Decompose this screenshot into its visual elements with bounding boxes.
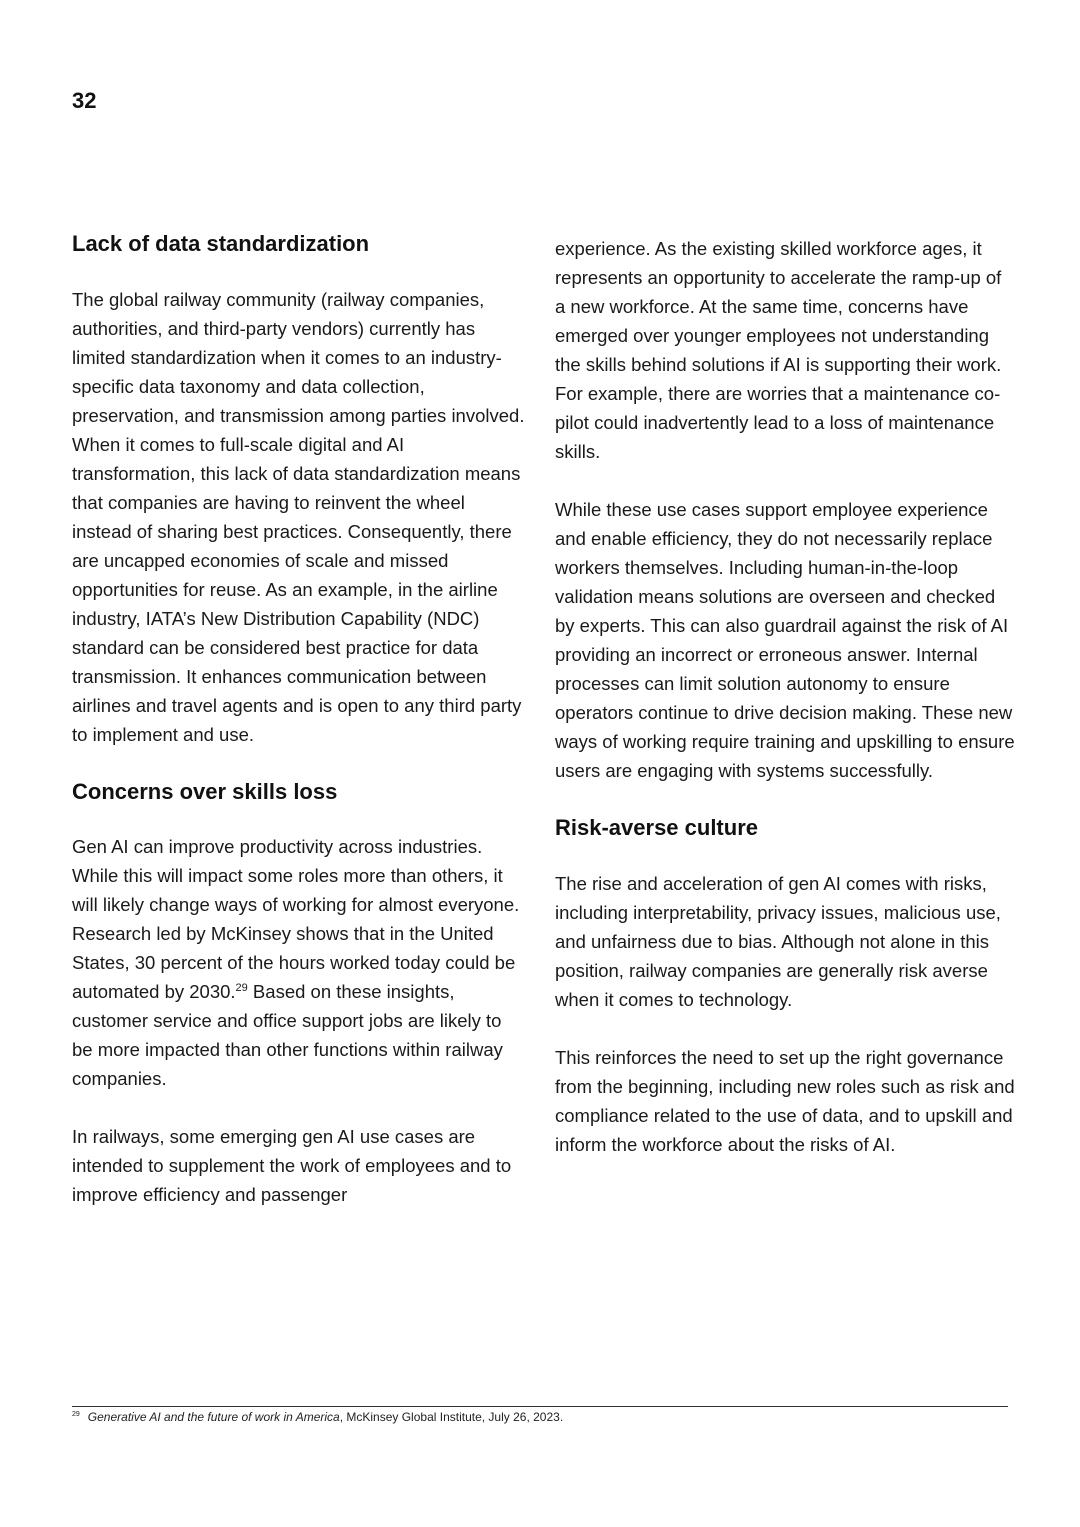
footnote-source: , McKinsey Global Institute, July 26, 2023. <box>339 1410 564 1424</box>
paragraph-risk-averse-1: The rise and acceleration of gen AI comes with risks, including interpretability, privacy issues, malicious use, and unfairness due to bias. Although not alone in this position, railway companies are generally risk averse when it comes to technology. <box>555 872 1001 1010</box>
paragraph-human-in-loop: While these use cases support employee experience and enable efficiency, they do not necessarily replace workers themselves. Including human-in-the-loop validation means solutions are overseen and checked by experts. This can also guardrail against the risk of AI providing an incorrect or erroneous answer. Internal processes can limit solution autonomy to ensure operators continue to drive decision making. These new ways of working require training and upskilling to ensure users are engaging with systems successfully. <box>555 499 1015 781</box>
paragraph-text: Gen AI can improve productivity across industries. While this will impact some roles more than others, it will likely change ways of working for almost everyone. Research led by McKinsey shows that in the United States, 30 percent of the hours worked today could be automated by 2030. <box>72 836 520 1003</box>
section-heading-skills-loss: Concerns over skills loss <box>72 778 338 804</box>
footnote-divider <box>72 1406 1008 1407</box>
footnote-number: 29 <box>72 1411 80 1418</box>
footnote <box>72 1410 563 1424</box>
section-heading-risk-averse: Risk-averse culture <box>555 815 758 840</box>
paragraph-skills-loss-2: In railways, some emerging gen AI use cases are intended to supplement the work of employees and to improve efficiency and passenger <box>72 1126 512 1206</box>
page-number: 32 <box>72 88 97 113</box>
paragraph-text: Based on these insights, customer service and office support jobs are likely to be more impacted than other functions within railway companies. <box>72 981 503 1090</box>
footnote-reference[interactable]: 29 <box>235 982 248 995</box>
footnote-title: Generative AI and the future of work in America <box>87 1410 340 1424</box>
paragraph-risk-averse-2: This reinforces the need to set up the right governance from the beginning, including new roles such as risk and compliance related to the use of data, and to upskill and inform the workforce about the risks of AI. <box>555 1046 1015 1155</box>
paragraph-skills-loss-1 <box>72 832 527 1093</box>
left-column <box>72 230 527 1238</box>
section-heading-data-standardization: Lack of data standardization <box>72 231 370 256</box>
paragraph-continued: experience. As the existing skilled workforce ages, it represents an opportunity to accelerate the ramp-up of a new workforce. At the same time, concerns have emerged over younger employees not understanding the skills behind solutions if AI is supporting their work. For example, there are worries that a maintenance co-pilot could inadvertently lead to a loss of maintenance skills. <box>555 238 1002 462</box>
right-column <box>555 234 1015 1188</box>
paragraph-data-standardization: The global railway community (railway companies, authorities, and third-party vendors) currently has limited standardization when it comes to an industry-specific data taxonomy and data collection, preservation, and transmission among parties involved. When it comes to full-scale digital and AI transformation, this lack of data standardization means that companies are having to reinvent the wheel instead of sharing best practices. Consequently, there are uncapped economies of scale and missed opportunities for reuse. As an example, in the airline industry, IATA’s New Distribution Capability (NDC) standard can be considered best practice for data transmission. It enhances communication between airlines and travel agents and is open to any third party to implement and use. <box>72 288 525 745</box>
